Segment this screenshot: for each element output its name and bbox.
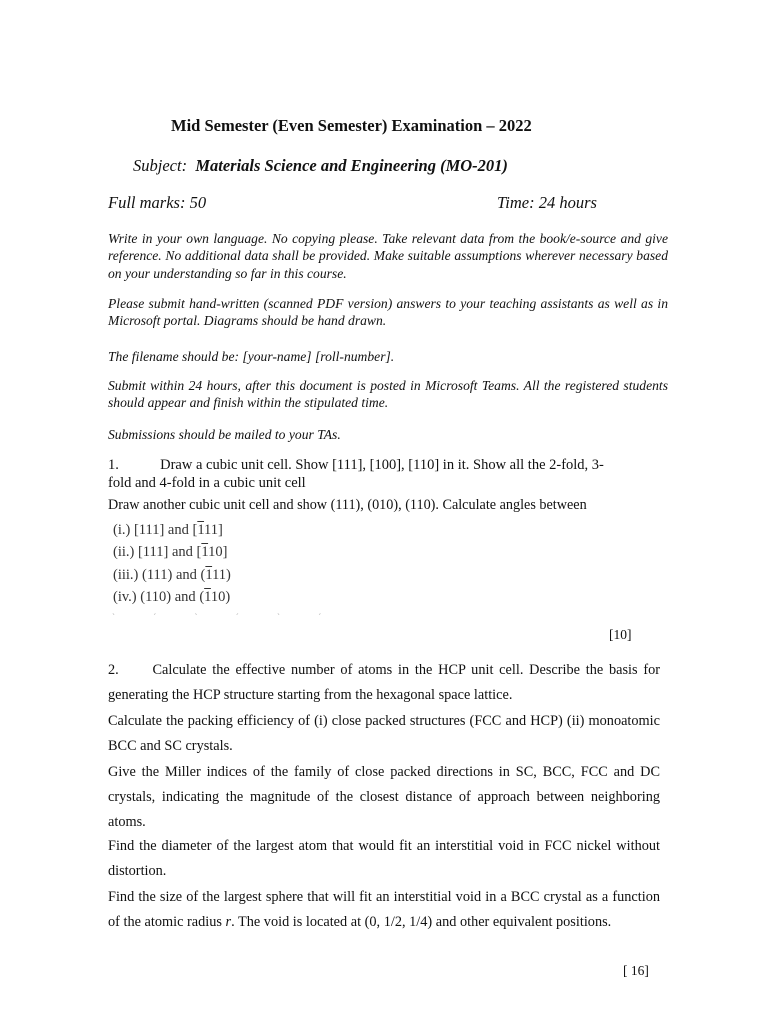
sub-number: (iv.) [113,589,137,605]
index-a: [111] [133,522,165,538]
sub-question [113,544,227,561]
question-text: Calculate the effective number of atoms in the HCP unit cell. Describe the basis for generating the HCP structure starting from the hexagonal space lattice. [108,662,660,703]
instruction-paragraph: The filename should be: [your-name] [roll-number]. [108,349,395,364]
full-marks: Full marks: 50 [108,193,207,212]
question-2-paragraph [108,658,660,708]
index-b: (110) [199,589,231,605]
sub-question [113,589,230,606]
sub-number: (ii.) [113,544,135,560]
conjunction: and [167,522,189,538]
instruction-paragraph: Submissions should be mailed to your TAs. [108,427,341,442]
variable: r [225,914,232,930]
question-1-line-1 [108,457,604,474]
index-b: [111] [192,522,223,538]
conjunction: and [171,544,193,560]
index-b: (111) [200,567,231,583]
conjunction: and [175,567,197,583]
question-1-marks: [10] [609,627,632,642]
question-number: 1. [108,457,119,473]
instruction-paragraph: Please submit hand-written (scanned PDF version) answers to your teaching assistants as well as in Microsoft portal. Diagrams should be hand drawn. [108,296,668,329]
instruction-paragraph: Write in your own language. No copying please. Take relevant data from the book/e-source and give reference. No additional data shall be provided. Make suitable assumptions wherever necessary based on your understanding so far in this course. [108,231,668,281]
question-number: 2. [108,662,119,678]
exam-time: Time: 24 hours [497,193,597,212]
question-2-paragraph: Find the diameter of the largest atom that would fit an interstitial void in FCC nickel without distortion. [108,838,660,879]
sub-number: (iii.) [113,567,139,583]
question-1-line-3: Draw another cubic unit cell and show (111), (010), (110). Calculate angles between [108,497,587,513]
instruction-paragraph: Submit within 24 hours, after this document is posted in Microsoft Teams. All the registered students should appear and finish within the stipulated time. [108,378,668,411]
question-text: . The void is located at (0, 1/2, 1/4) and other equivalent positions. [231,914,612,930]
exam-title: Mid Semester (Even Semester) Examination – 2022 [171,116,532,135]
conjunction: and [174,589,196,605]
subject-name: Materials Science and Engineering (MO-201) [195,156,508,175]
subject-label: Subject: [133,156,188,175]
question-text: Find the size of the largest sphere that will fit an interstitial void in a BCC crystal as a function of the atomic radius [108,889,660,930]
index-a: [111] [137,544,169,560]
question-2-paragraph: Give the Miller indices of the family of close packed directions in SC, BCC, FCC and DC crystals, indicating the magnitude of the closest distance of approach between neighboring atoms. [108,764,660,830]
sub-number: (i.) [113,522,131,538]
question-1-line-2: fold and 4-fold in a cubic unit cell [108,475,306,491]
question-text: Draw a cubic unit cell. Show [111], [100], [110] in it. Show all the 2-fold, 3- [160,457,604,473]
sub-question [113,522,223,539]
question-2-paragraph: Calculate the packing efficiency of (i) close packed structures (FCC and HCP) (ii) monoatomic BCC and SC crystals. [108,713,660,754]
question-2-paragraph [108,885,660,935]
sub-question [113,567,231,584]
index-a: (110) [140,589,172,605]
cropped-text-artifact: ` ´ ` ´ ` ´ [112,612,340,622]
index-a: (111) [142,567,173,583]
question-2-marks: [ 16] [623,963,649,978]
subject-line [133,156,508,176]
index-b: [110] [196,544,228,560]
